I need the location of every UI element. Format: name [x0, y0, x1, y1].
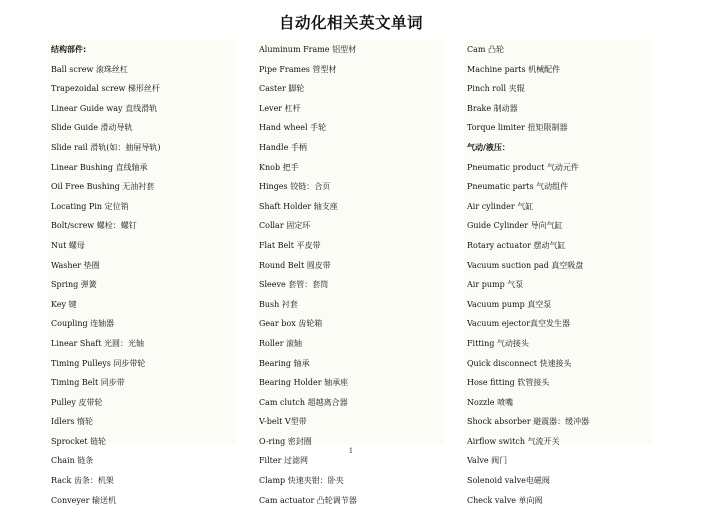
vocab-column-2	[256, 40, 444, 505]
vocab-entry: Ball screw 滚珠丝杠	[51, 64, 128, 74]
vocab-entry: Check valve 单向阀	[467, 495, 543, 505]
vocab-entry: Shock absorber 避震器：缓冲器	[467, 417, 590, 427]
vocab-entry: Cam actuator 凸轮调节器	[259, 495, 357, 505]
vocab-column-3	[464, 40, 652, 505]
vocab-entry: Bush 衬套	[259, 299, 298, 309]
vocab-entry: Bearing 轴承	[259, 358, 310, 368]
vocab-entry: Rotary actuator 摆动气缸	[467, 240, 566, 250]
vocab-list	[256, 40, 444, 510]
section-heading: 气动/液压：	[467, 142, 510, 152]
vocab-entry: Solenoid valve电磁阀	[467, 476, 550, 486]
vocab-list	[464, 40, 652, 510]
vocab-entry: Caster 脚轮	[259, 84, 305, 94]
vocab-entry: Roller 滚轴	[259, 338, 303, 348]
vocab-entry: Linear Guide way 直线滑轨	[51, 103, 158, 113]
vocab-entry: Locating Pin 定位销	[51, 201, 129, 211]
vocab-entry: Machine parts 机械配件	[467, 64, 561, 74]
vocab-entry: Airflow switch 气流开关	[467, 436, 560, 446]
document-title: 自动化相关英文单词	[278, 14, 423, 32]
vocab-entry: Quick disconnect 快速接头	[467, 358, 572, 368]
vocab-entry: Idlers 惰轮	[51, 417, 94, 427]
vocab-entry: Chain 链条	[51, 456, 94, 466]
vocab-entry: V-belt V型带	[259, 417, 307, 427]
vocab-entry: Slide rail 滑轨(如：抽屉导轨)	[51, 142, 161, 152]
vocab-list	[48, 40, 236, 510]
vocab-entry: Nozzle 喷嘴	[467, 397, 514, 407]
section-heading: 结构部件:	[51, 45, 87, 54]
vocab-entry: Linear Bushing 直线轴承	[51, 162, 148, 172]
vocab-entry: Aluminum Frame 铝型材	[259, 45, 357, 54]
vocab-entry: Round Belt 圆皮带	[259, 260, 331, 270]
vocab-entry: Torque limiter 扭矩限制器	[467, 123, 568, 133]
vocab-entry: Pinch roll 夹辊	[467, 84, 525, 94]
vocab-column-1	[48, 40, 236, 505]
vocab-entry: Handle 手柄	[259, 142, 307, 152]
vocab-entry: Key 键	[51, 299, 77, 309]
vocab-entry: Knob 把手	[259, 162, 299, 172]
vocab-entry: Slide Guide 滑动导轨	[51, 123, 133, 133]
vocab-entry: Flat Belt 平皮带	[259, 240, 321, 250]
vocab-entry: Nut 螺母	[51, 240, 85, 250]
page-number: 1	[348, 447, 354, 455]
vocab-entry: Hose fitting 软管接头	[467, 378, 550, 388]
vocab-entry: Conveyer 输送机	[51, 495, 116, 505]
vocab-entry: Air cylinder 气缸	[467, 201, 534, 211]
vocab-entry: Pneumatic product 气动元件	[467, 162, 579, 172]
vocab-entry: Washer 垫圈	[51, 260, 100, 270]
vocab-entry: Vacuum ejector真空发生器	[467, 319, 571, 329]
vocab-entry: Pipe Frames 管型材	[259, 64, 337, 74]
vocab-entry: Sprocket 链轮	[51, 436, 107, 446]
vocab-entry: Trapezoidal screw 梯形丝杆	[51, 84, 160, 94]
vocab-entry: Fitting 气动接头	[467, 338, 529, 348]
vocab-entry: Spring 弹簧	[51, 280, 97, 290]
vocab-entry: Sleeve 套管：套筒	[259, 280, 329, 290]
vocab-entry: Bolt/screw 螺栓：螺钉	[51, 221, 137, 231]
vocab-entry: Cam clutch 超越离合器	[259, 397, 348, 407]
vocab-entry: Lever 杠杆	[259, 103, 301, 113]
vocab-entry: Coupling 连轴器	[51, 319, 115, 329]
vocab-entry: Pneumatic parts 气动组件	[467, 182, 569, 192]
vocab-entry: Cam 凸轮	[467, 45, 505, 54]
vocab-entry: Pulley 皮带轮	[51, 397, 103, 407]
vocab-entry: Hand wheel 手轮	[259, 123, 327, 133]
vocab-entry: Valve 阀门	[467, 456, 508, 466]
vocab-entry: Vacuum pump 真空泵	[467, 299, 552, 309]
vocab-entry: Rack 齿条：机架	[51, 476, 114, 486]
vocab-entry: Bearing Holder 轴承座	[259, 378, 349, 388]
vocab-entry: Air pump 气泵	[467, 280, 524, 290]
vocab-entry: Clamp 快速夹钳：卧夹	[259, 476, 344, 486]
vocab-entry: Vacuum suction pad 真空吸盘	[467, 260, 584, 270]
vocab-entry: Brake 制动器	[467, 103, 518, 113]
vocab-entry: Filter 过滤网	[259, 456, 308, 466]
vocab-entry: Hinges 铰链：合页	[259, 182, 331, 192]
vocab-entry: Gear box 齿轮箱	[259, 319, 323, 329]
vocab-entry: Collar 固定环	[259, 221, 311, 231]
vocab-entry: Shaft Holder 轴支座	[259, 201, 338, 211]
vocab-entry: Oil Free Bushing 无油衬套	[51, 182, 155, 192]
vocab-entry: Linear Shaft 光圆：光轴	[51, 338, 145, 348]
vocab-entry: Timing Pulleys 同步带轮	[51, 358, 146, 368]
vocab-entry: Guide Cylinder 导向气缸	[467, 221, 563, 231]
vocab-entry: Timing Belt 同步带	[51, 378, 125, 388]
vocab-entry: O-ring 密封圈	[259, 436, 312, 446]
